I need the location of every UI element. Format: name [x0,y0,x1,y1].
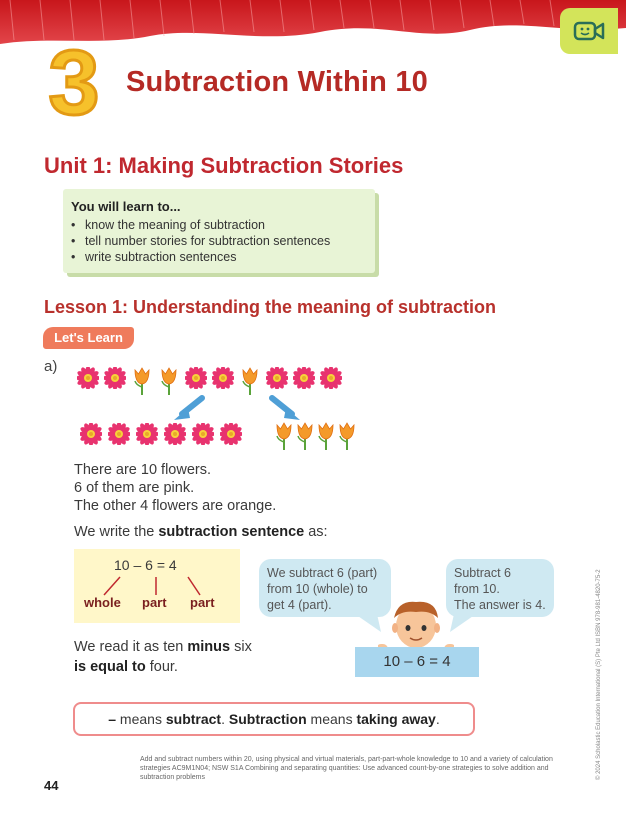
page-number: 44 [44,778,59,793]
orange-tulip-icon [295,420,315,450]
pink-flower-icon [108,423,130,445]
pink-flower-icon [136,423,158,445]
orange-tulip-icon [337,420,357,450]
list-item: • tell number stories for subtraction sentences [71,234,331,248]
objectives-heading: You will learn to... [71,199,181,214]
objectives-list [71,217,330,265]
arrow-right-icon [284,408,300,420]
video-tab[interactable] [560,8,618,54]
pink-flower-icon [212,367,234,389]
pink-flower-icon [80,423,102,445]
unit-title: Unit 1: Making Subtraction Stories [44,153,404,178]
read-sentence: We read it as ten minus six is equal to four. [74,639,252,675]
lets-learn-badge: Let's Learn [43,327,134,349]
write-sentence-intro: We write the subtraction sentence as: [74,524,328,540]
video-camera-icon [573,20,605,42]
pink-flower-icon [164,423,186,445]
pink-flower-icon [293,367,315,389]
orange-tulip-icon [274,420,294,450]
story-line-3: The other 4 flowers are orange. [74,498,277,514]
lesson-title: Lesson 1: Understanding the meaning of subtraction [44,297,497,317]
story-line-2: 6 of them are pink. [74,480,195,496]
subtraction-equation: 10 – 6 = 4 [114,557,177,573]
speech-bubble-right: Subtract 6 from 10. The answer is 4. [446,559,554,617]
whole-label: whole [84,595,121,610]
pink-flower-icon [220,423,242,445]
orange-tulip-icon [316,420,336,450]
chapter-number: 3 [48,32,100,132]
chapter-number-graphic [34,32,114,132]
pink-flower-icon [185,367,207,389]
list-item: • write subtraction sentences [71,250,237,264]
learning-objectives-box [63,189,375,273]
part-label: part [142,595,167,610]
number-bond-box [74,549,240,623]
copyright-notice: © 2024 Scholastic Education International (S) Pte Ltd ISBN 978-981-4820-75-2 [596,569,602,780]
equation-sign: 10 – 6 = 4 [355,647,479,677]
arrow-left-icon [174,408,190,420]
pink-flower-icon [266,367,288,389]
chapter-title: Subtraction Within 10 [126,66,429,98]
orange-tulip-icon [159,365,179,395]
orange-tulip-icon [132,365,152,395]
pink-flower-icon [77,367,99,389]
arrows-graphic [168,394,308,424]
part-label: a) [44,358,58,375]
pink-flower-icon [104,367,126,389]
orange-tulip-icon [240,365,260,395]
list-item: • know the meaning of subtraction [71,218,265,232]
pink-flower-icon [320,367,342,389]
speech-bubble-left: We subtract 6 (part) from 10 (whole) to get 4 (part). [259,559,391,617]
part-label: part [190,595,215,610]
curriculum-note: Add and subtract numbers within 20, using physical and virtual materials, part-part-whole knowledge to 10 and a variety of calculation strategies AC9M1N04; NSW S1A Combining and separating quantities: Use advanced count-by-one strategies to solve addition and subtraction problems [140,756,553,781]
bond-lines [74,549,240,623]
pink-flower-icon [192,423,214,445]
definition-box: – means subtract. Subtraction means taking away. [73,702,475,736]
story-line-1: There are 10 flowers. [74,462,212,478]
